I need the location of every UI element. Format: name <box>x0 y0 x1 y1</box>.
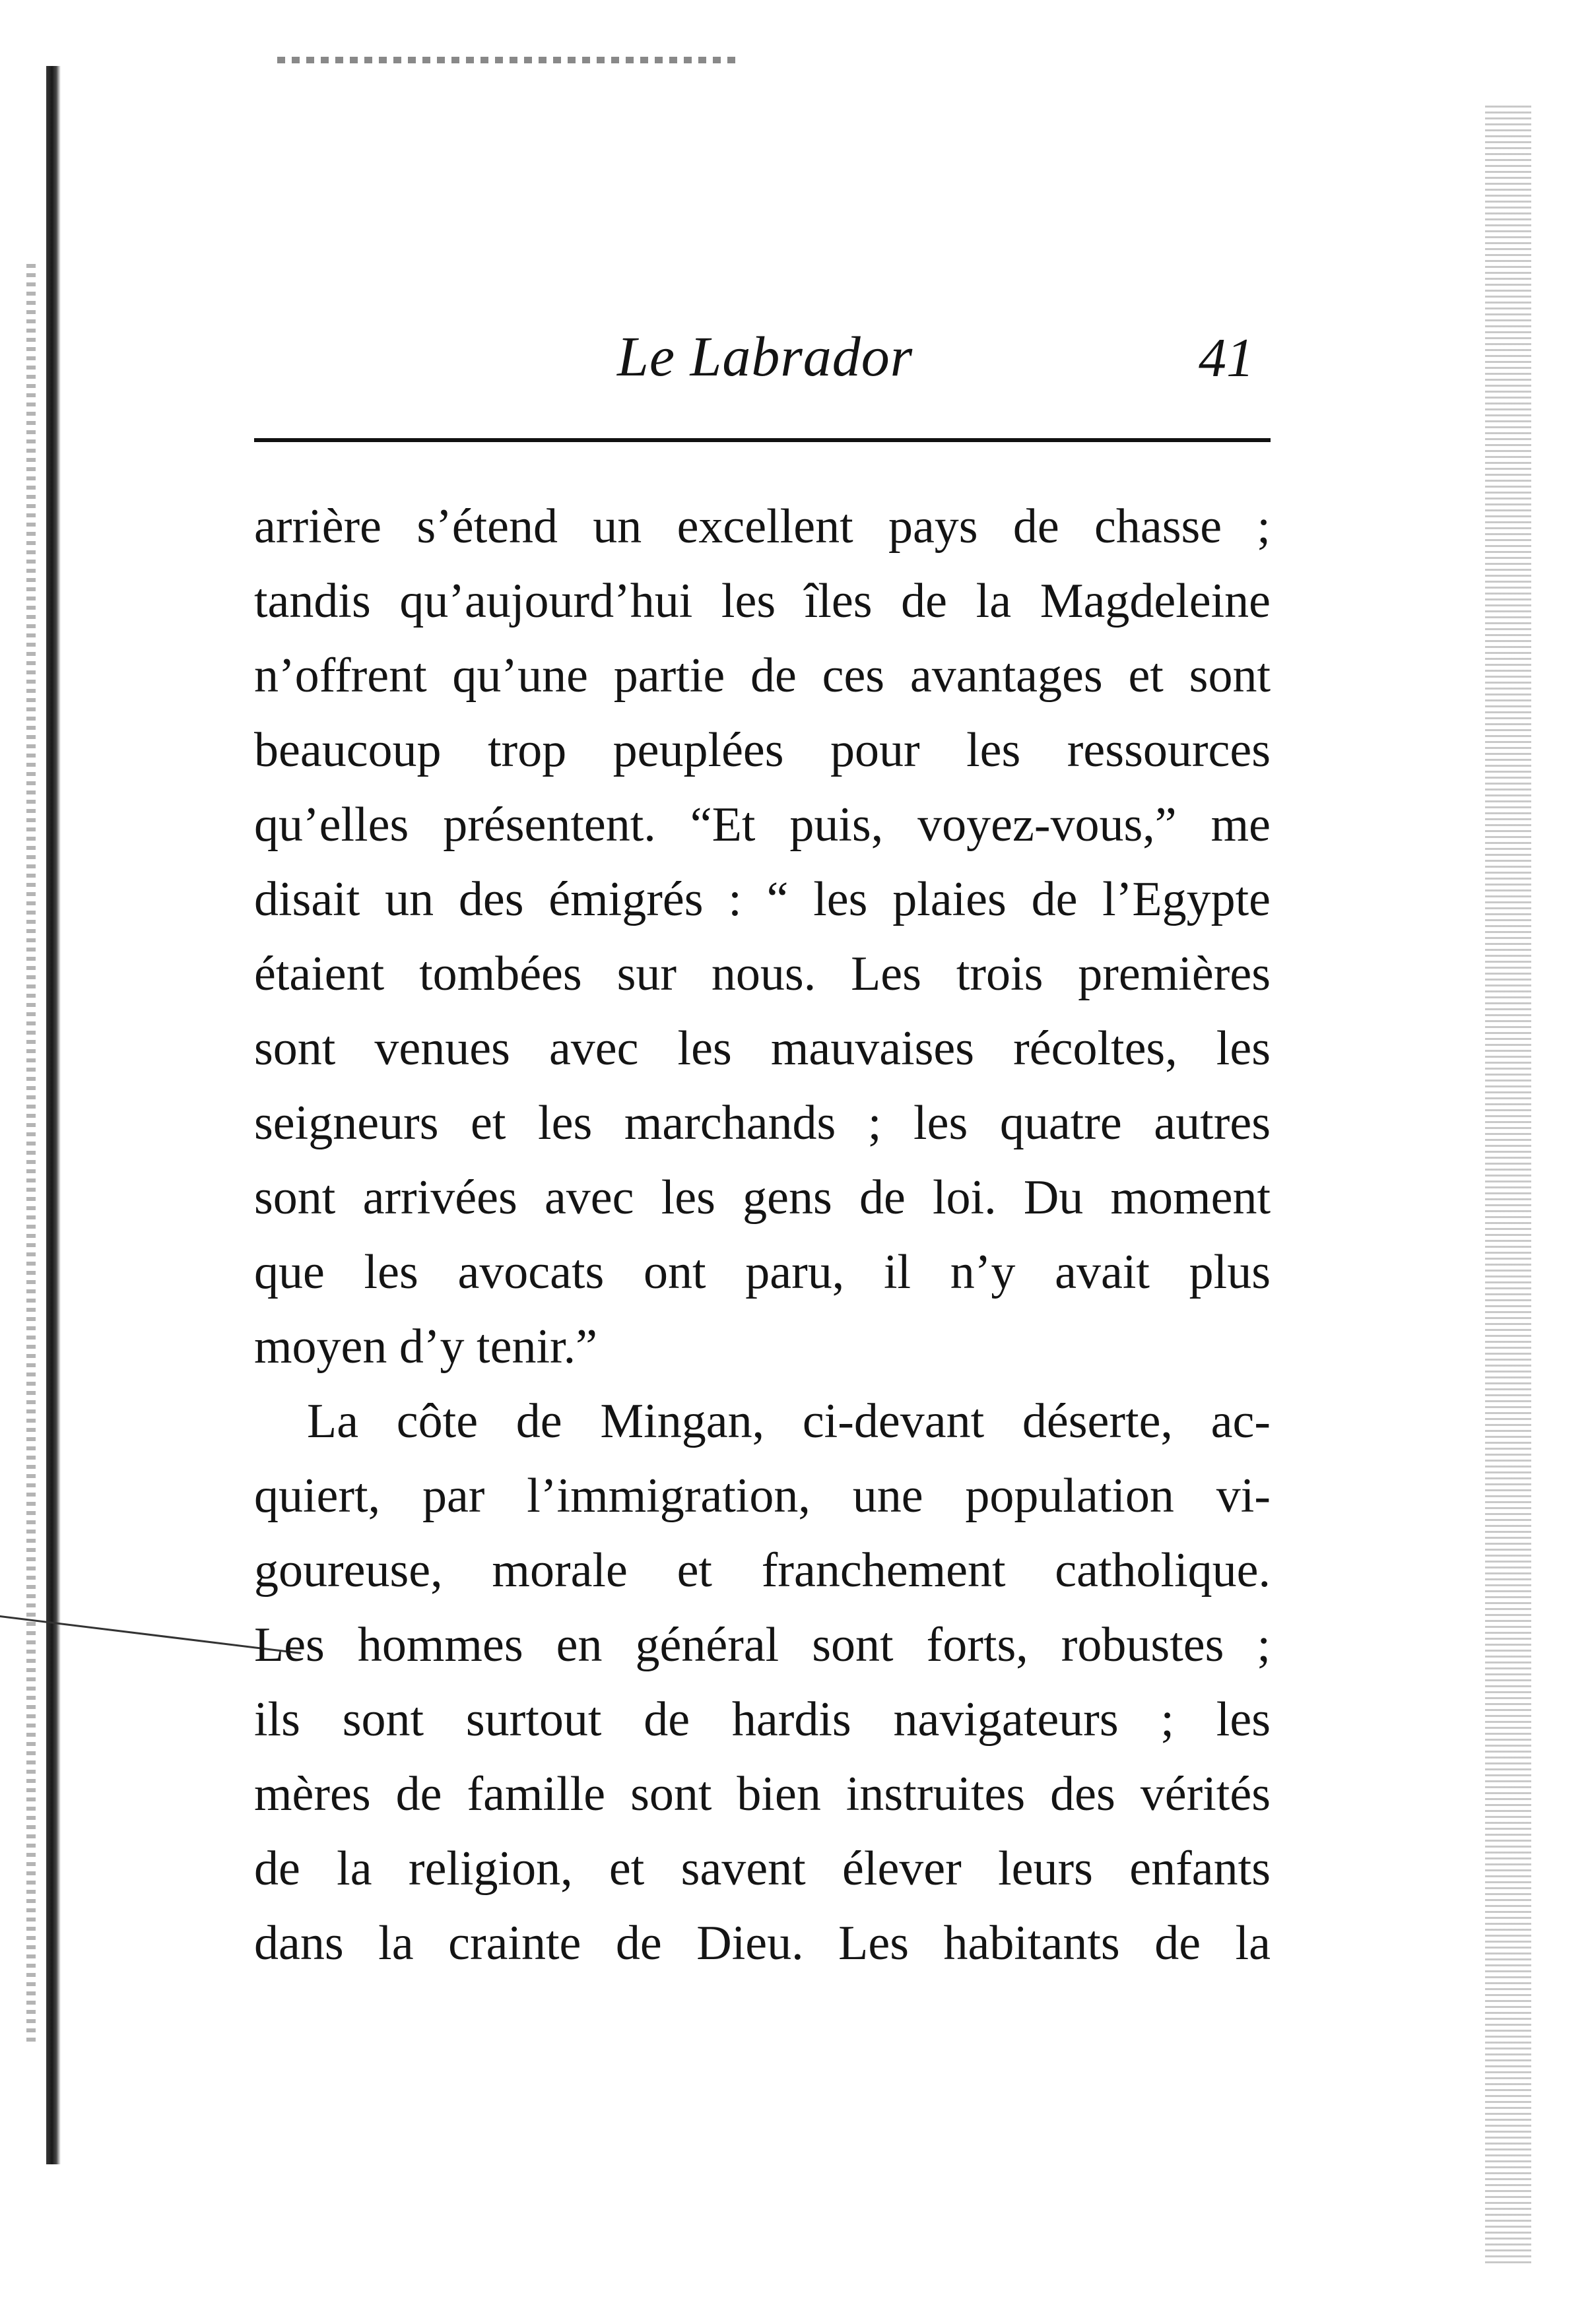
text-line: que les avocats ont paru, il n’y avait plus <box>254 1245 1271 1299</box>
text-line: de la religion, et savent élever leurs enfants <box>254 1842 1271 1896</box>
text-line: quiert, par l’immigration, une population vi- <box>254 1469 1271 1523</box>
text-line: La côte de Mingan, ci-devant déserte, ac- <box>307 1394 1271 1448</box>
text-line: sont venues avec les mauvaises récoltes, les <box>254 1021 1271 1076</box>
text-line: sont arrivées avec les gens de loi. Du moment <box>254 1171 1271 1225</box>
binding-speckle <box>26 264 36 2046</box>
page-number: 41 <box>1199 327 1254 389</box>
running-title: Le Labrador <box>617 325 913 388</box>
text-line: beaucoup trop peuplées pour les ressources <box>254 723 1271 777</box>
text-line: dans la crainte de Dieu. Les habitants de la <box>254 1916 1271 1970</box>
paragraph-2 <box>254 1384 1271 1981</box>
text-line: qu’elles présentent. “Et puis, voyez-vous,” me <box>254 798 1271 852</box>
text-line: tandis qu’aujourd’hui les îles de la Magdeleine <box>254 574 1271 628</box>
header-rule <box>254 438 1271 442</box>
text-line: moyen d’y tenir.” <box>254 1320 597 1374</box>
text-line: goureuse, morale et franchement catholique. <box>254 1543 1271 1598</box>
text-line: étaient tombées sur nous. Les trois premières <box>254 947 1271 1001</box>
text-line: disait un des émigrés : “ les plaies de l’Egypte <box>254 872 1271 926</box>
text-line: seigneurs et les marchands ; les quatre autres <box>254 1096 1271 1150</box>
page-edge-speckle <box>1485 106 1531 2263</box>
text-line: arrière s’étend un excellent pays de chasse ; <box>254 500 1271 554</box>
text-line: mères de famille sont bien instruites des vérités <box>254 1767 1271 1821</box>
body-text <box>254 490 1271 1981</box>
text-line: n’offrent qu’une partie de ces avantages et sont <box>254 649 1271 703</box>
running-head <box>254 310 1267 403</box>
paragraph-1 <box>254 490 1271 1384</box>
text-line: ils sont surtout de hardis navigateurs ; les <box>254 1693 1271 1747</box>
binding-shadow <box>46 66 61 2164</box>
top-smudge <box>277 57 739 63</box>
text-line: Les hommes en général sont forts, robustes ; <box>254 1618 1271 1672</box>
